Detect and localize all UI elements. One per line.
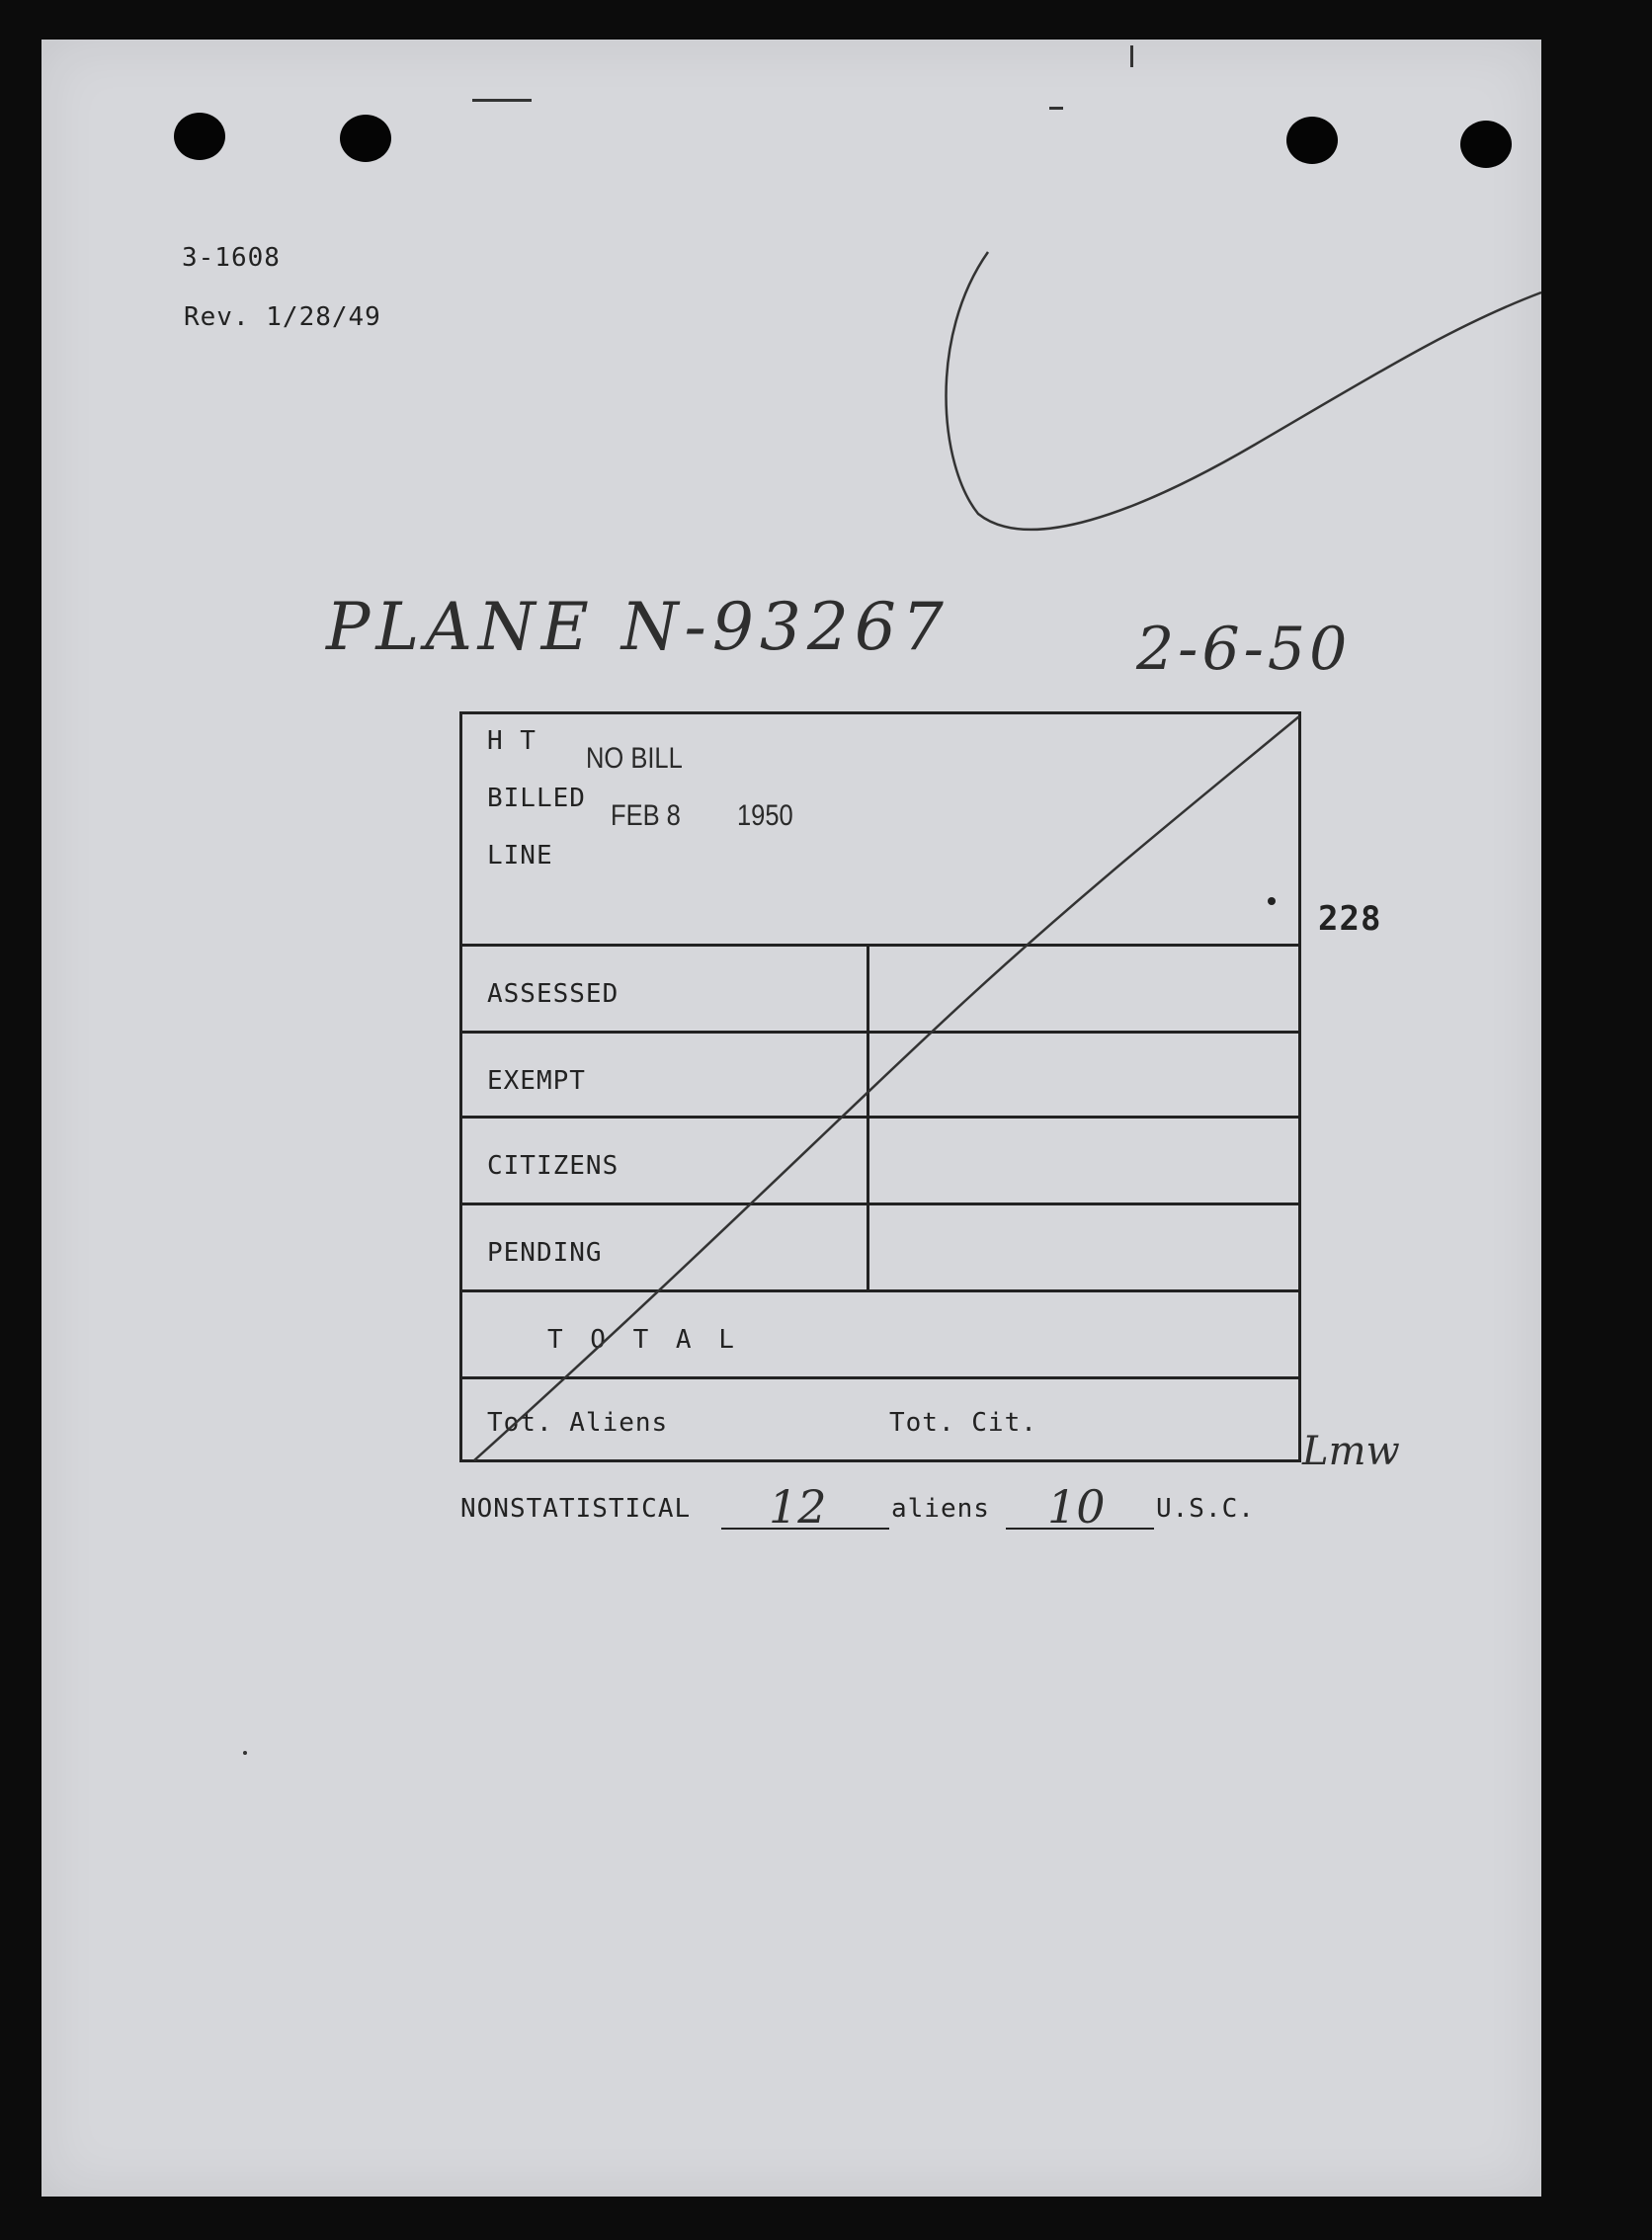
stamp-number: 228 xyxy=(1318,899,1382,939)
label-line: LINE xyxy=(487,841,553,871)
row-assessed: ASSESSED xyxy=(487,979,620,1009)
paper-speck xyxy=(243,1751,247,1755)
row-exempt: EXEMPT xyxy=(487,1066,586,1096)
total-label: T O T A L xyxy=(547,1325,740,1355)
form-revision: Rev. 1/28/49 xyxy=(184,302,381,332)
clerk-initials: Lmw xyxy=(1302,1429,1400,1474)
ink-dot xyxy=(1268,897,1276,905)
tot-aliens-label: Tot. Aliens xyxy=(487,1408,669,1438)
row-citizens: CITIZENS xyxy=(487,1151,620,1181)
label-billed: BILLED xyxy=(487,784,586,813)
nonstatistical-label: NONSTATISTICAL xyxy=(460,1494,692,1524)
handwritten-date: 2-6-50 xyxy=(1136,615,1352,684)
stamp-no-bill: NO BILL xyxy=(586,742,683,775)
aliens-count: 12 xyxy=(769,1480,827,1534)
row-pending: PENDING xyxy=(487,1238,603,1268)
cancel-line xyxy=(474,716,1299,1460)
aliens-label: aliens xyxy=(891,1494,990,1524)
usc-label: U.S.C. xyxy=(1156,1494,1255,1524)
pen-swoosh xyxy=(947,252,1542,530)
stamp-year: 1950 xyxy=(737,799,793,832)
stamp-date: FEB 8 xyxy=(611,799,681,832)
usc-count: 10 xyxy=(1047,1480,1106,1534)
plane-number: PLANE N-93267 xyxy=(326,589,950,665)
label-ht: H T xyxy=(487,726,537,756)
form-number: 3-1608 xyxy=(182,243,281,273)
tot-cit-label: Tot. Cit. xyxy=(889,1408,1037,1438)
